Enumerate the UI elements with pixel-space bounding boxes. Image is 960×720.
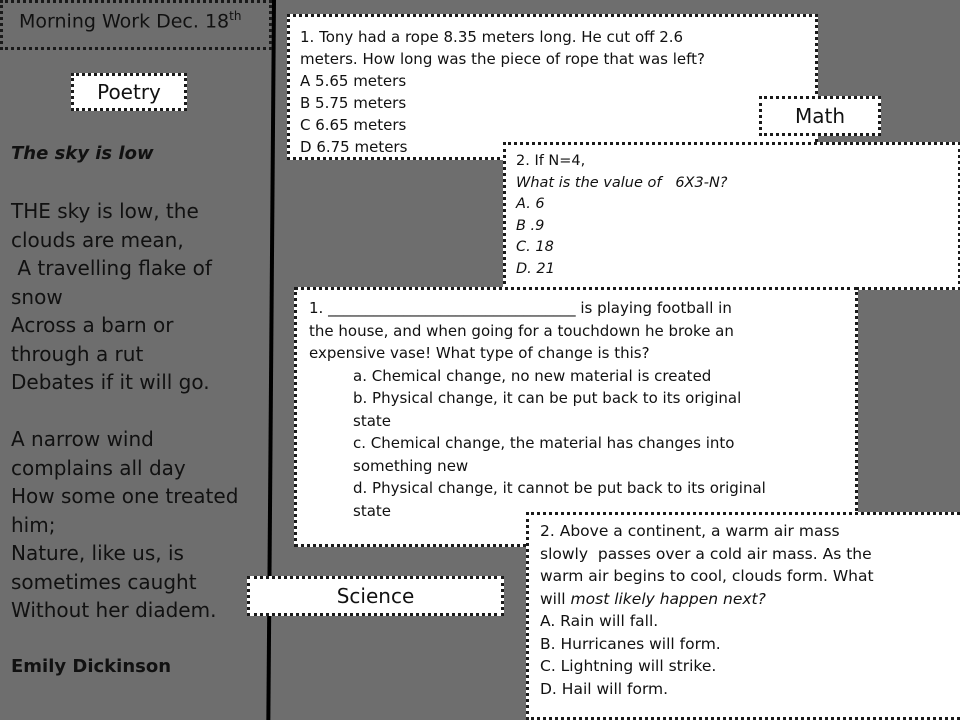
science-question-2 <box>526 512 960 720</box>
poem-line: A narrow wind <box>11 427 154 451</box>
poem-author: Emily Dickinson <box>11 656 172 677</box>
question-text: 2. If N=4, <box>516 153 586 169</box>
answer-choice: state <box>353 411 391 430</box>
math-label-text: Math <box>794 104 846 128</box>
poetry-label-text: Poetry <box>97 80 161 104</box>
poem-line: him; <box>11 512 56 537</box>
answer-choice: something new <box>353 456 469 475</box>
page-title-suffix: th <box>229 9 242 23</box>
poem-line: How some one treated <box>11 484 239 508</box>
question-text: What is the value of 6X3-N? <box>516 174 728 191</box>
question-text: 1. _________________________________ is playing football in <box>309 299 732 317</box>
poem-line: Across a barn or <box>11 313 174 337</box>
poem-line: Nature, like us, is <box>11 541 184 565</box>
answer-choice: state <box>353 501 391 520</box>
question-text: meters. How long was the piece of rope that was left? <box>300 50 705 68</box>
answer-choice: B. Hurricanes will form. <box>540 634 721 653</box>
question-text-emphasis: most likely happen next? <box>570 589 766 608</box>
science-question-1 <box>294 287 858 547</box>
poem <box>11 140 269 682</box>
poetry-label <box>71 73 187 111</box>
answer-choice: d. Physical change, it cannot be put back to its original <box>353 479 766 497</box>
poem-stanza-gap <box>11 397 269 426</box>
poem-line: THE sky is low, the <box>11 199 199 223</box>
page-title <box>0 0 272 50</box>
answer-choice: B 5.75 meters <box>300 94 407 112</box>
science-label <box>247 576 504 616</box>
answer-choice: A 5.65 meters <box>300 72 407 90</box>
answer-choice: C. Lightning will strike. <box>540 657 717 675</box>
math-question-1 <box>287 14 818 160</box>
poem-spacer <box>11 169 269 198</box>
question-text: 1. Tony had a rope 8.35 meters long. He cut off 2.6 <box>300 28 684 46</box>
poem-line: Debates if it will go. <box>11 370 210 394</box>
poem-line: Without her diadem. <box>11 598 217 622</box>
question-text: slowly passes over a cold air mass. As the <box>540 544 872 563</box>
poem-line: sometimes caught <box>11 569 197 594</box>
answer-choice: D. Hail will form. <box>540 679 669 698</box>
answer-choice: c. Chemical change, the material has changes into <box>353 434 735 452</box>
poem-line: complains all day <box>11 455 186 480</box>
poem-line: through a rut <box>11 341 144 366</box>
math-label <box>759 96 881 136</box>
answer-choice: B .9 <box>516 217 545 234</box>
answer-choice: b. Physical change, it can be put back to its original <box>353 389 742 407</box>
math-question-2 <box>503 142 960 290</box>
poem-line: A travelling flake of <box>11 256 212 280</box>
poem-line: clouds are mean, <box>11 227 184 252</box>
answer-choice: a. Chemical change, no new material is created <box>353 366 712 385</box>
question-text: expensive vase! What type of change is this? <box>309 344 650 362</box>
answer-choice: A. Rain will fall. <box>540 612 659 630</box>
answer-choice: D. 21 <box>516 260 555 277</box>
page-title-text: Morning Work Dec. 18 <box>19 10 230 33</box>
answer-choice: C 6.65 meters <box>300 116 407 134</box>
answer-choice: D 6.75 meters <box>300 138 408 156</box>
science-label-text: Science <box>336 584 415 608</box>
question-text-plain: will <box>540 589 571 608</box>
question-text: warm air begins to cool, clouds form. What <box>540 567 874 585</box>
poem-spacer <box>11 625 269 654</box>
answer-choice: C. 18 <box>516 239 554 255</box>
poem-title: The sky is low <box>11 143 154 164</box>
question-text: the house, and when going for a touchdown he broke an <box>309 321 734 340</box>
answer-choice: A. 6 <box>516 196 545 212</box>
question-text: 2. Above a continent, a warm air mass <box>540 522 840 540</box>
poem-line: snow <box>11 284 63 309</box>
question-text <box>540 588 960 611</box>
